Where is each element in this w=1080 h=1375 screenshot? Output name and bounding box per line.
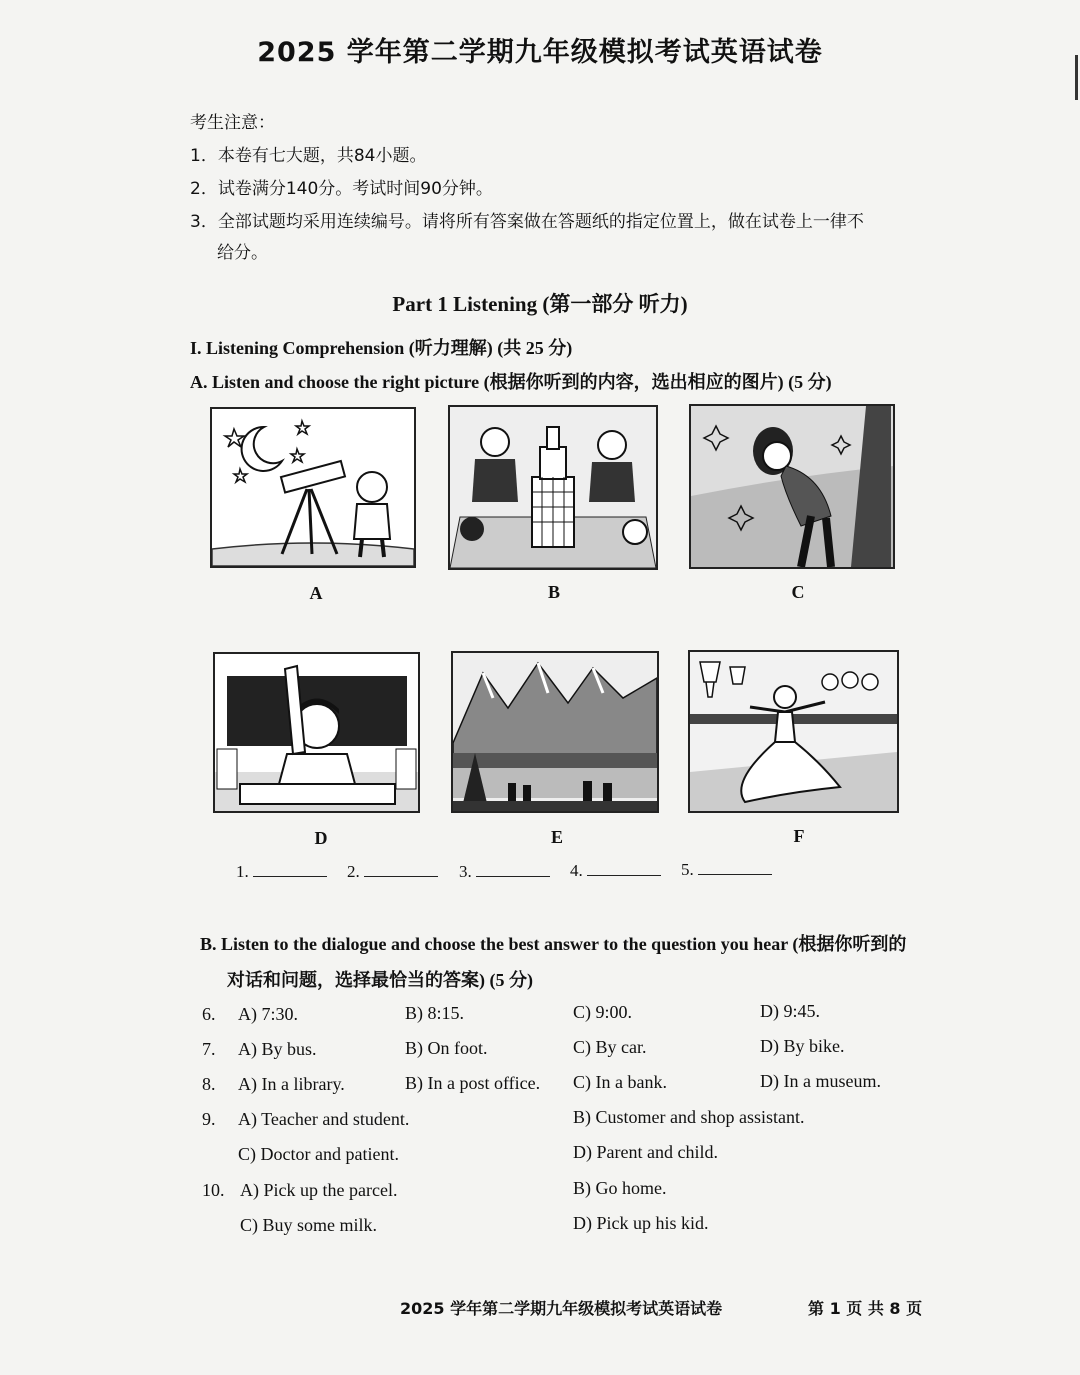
picture-d xyxy=(213,652,420,813)
picture-label: B xyxy=(547,582,560,602)
dancer-illustration xyxy=(690,652,897,811)
option-a[interactable]: A) Teacher and student. xyxy=(238,1109,410,1129)
tired-woman-illustration xyxy=(691,406,893,567)
answer-blank[interactable] xyxy=(570,861,661,881)
exam-title: 2025 学年第二学期九年级模拟考试英语试卷 xyxy=(257,37,823,68)
option-d[interactable]: D) Parent and child. xyxy=(573,1142,718,1162)
answer-blank[interactable] xyxy=(347,862,438,882)
option-a[interactable]: A) 7:30. xyxy=(238,1004,298,1024)
picture-label: D xyxy=(314,828,328,848)
part-title: Part 1 Listening (第一部分 听力) xyxy=(392,292,688,316)
mountain-lake-illustration xyxy=(453,653,657,811)
student-raising-hand-illustration xyxy=(215,654,418,811)
picture-f xyxy=(688,650,899,813)
answer-blank[interactable] xyxy=(681,860,772,880)
blank-line xyxy=(587,861,661,876)
option-b[interactable]: B) Go home. xyxy=(573,1178,667,1198)
picture-c xyxy=(689,404,895,569)
picture-a xyxy=(210,407,416,568)
blank-number: 4. xyxy=(570,861,583,880)
question-number: 10. xyxy=(202,1180,225,1200)
answer-blank[interactable] xyxy=(459,862,550,882)
section-a-heading: A. Listen and choose the right picture (根据你听到的内容，选出相应的图片) (5 分) xyxy=(190,372,832,392)
question-number: 6. xyxy=(202,1004,216,1024)
picture-b xyxy=(448,405,658,570)
section-b-heading-cont: 对话和问题，选择最恰当的答案) (5 分) xyxy=(227,970,533,990)
blank-number: 1. xyxy=(236,862,249,881)
blank-number: 3. xyxy=(459,862,472,881)
telescope-boy-illustration xyxy=(212,409,414,566)
notice-item: 2．试卷满分140分。考试时间90分钟。 xyxy=(190,179,493,199)
notice-item: 1．本卷有七大题，共84小题。 xyxy=(190,146,427,166)
notice-heading: 考生注意： xyxy=(190,113,275,133)
option-d[interactable]: D) By bike. xyxy=(760,1036,845,1056)
option-a[interactable]: A) In a library. xyxy=(238,1074,345,1094)
question-number: 7. xyxy=(202,1039,216,1059)
notice-item: 3．全部试题均采用连续编号。请将所有答案做在答题纸的指定位置上，做在试卷上一律不 xyxy=(190,212,864,232)
picture-label: C xyxy=(791,582,805,602)
picture-label: F xyxy=(793,826,805,846)
option-c[interactable]: C) By car. xyxy=(573,1037,647,1057)
blank-line xyxy=(253,862,327,877)
question-number: 8. xyxy=(202,1074,216,1094)
option-c[interactable]: C) Buy some milk. xyxy=(240,1215,378,1235)
picture-label: E xyxy=(550,827,563,847)
option-a[interactable]: A) Pick up the parcel. xyxy=(240,1180,398,1200)
footer-page-number: 第 1 页 共 8 页 xyxy=(808,1299,923,1318)
option-b[interactable]: B) On foot. xyxy=(405,1038,488,1058)
footer-title: 2025 学年第二学期九年级模拟考试英语试卷 xyxy=(400,1299,723,1318)
option-b[interactable]: B) In a post office. xyxy=(405,1073,541,1093)
blank-line xyxy=(698,860,772,875)
option-d[interactable]: D) In a museum. xyxy=(760,1071,881,1091)
option-b[interactable]: B) Customer and shop assistant. xyxy=(573,1107,805,1127)
option-c[interactable]: C) Doctor and patient. xyxy=(238,1144,399,1164)
option-d[interactable]: D) Pick up his kid. xyxy=(573,1213,709,1233)
question-number: 9. xyxy=(202,1109,216,1129)
option-a[interactable]: A) By bus. xyxy=(238,1039,317,1059)
option-c[interactable]: C) In a bank. xyxy=(573,1072,667,1092)
section-heading: I. Listening Comprehension (听力理解) (共 25 分) xyxy=(190,338,573,358)
section-b-heading: B. Listen to the dialogue and choose the best answer to the question you hear (根据你听到的 xyxy=(200,934,907,954)
notice-item: 给分。 xyxy=(217,243,268,263)
option-c[interactable]: C) 9:00. xyxy=(573,1002,633,1022)
picture-label: A xyxy=(309,583,323,603)
blank-number: 2. xyxy=(347,862,360,881)
blank-line xyxy=(476,862,550,877)
picture-e xyxy=(451,651,659,813)
option-d[interactable]: D) 9:45. xyxy=(760,1001,820,1021)
option-b[interactable]: B) 8:15. xyxy=(405,1003,465,1023)
blank-line xyxy=(364,862,438,877)
answer-blank[interactable] xyxy=(236,862,327,882)
blank-number: 5. xyxy=(681,860,694,879)
building-model-meeting-illustration xyxy=(450,407,656,568)
